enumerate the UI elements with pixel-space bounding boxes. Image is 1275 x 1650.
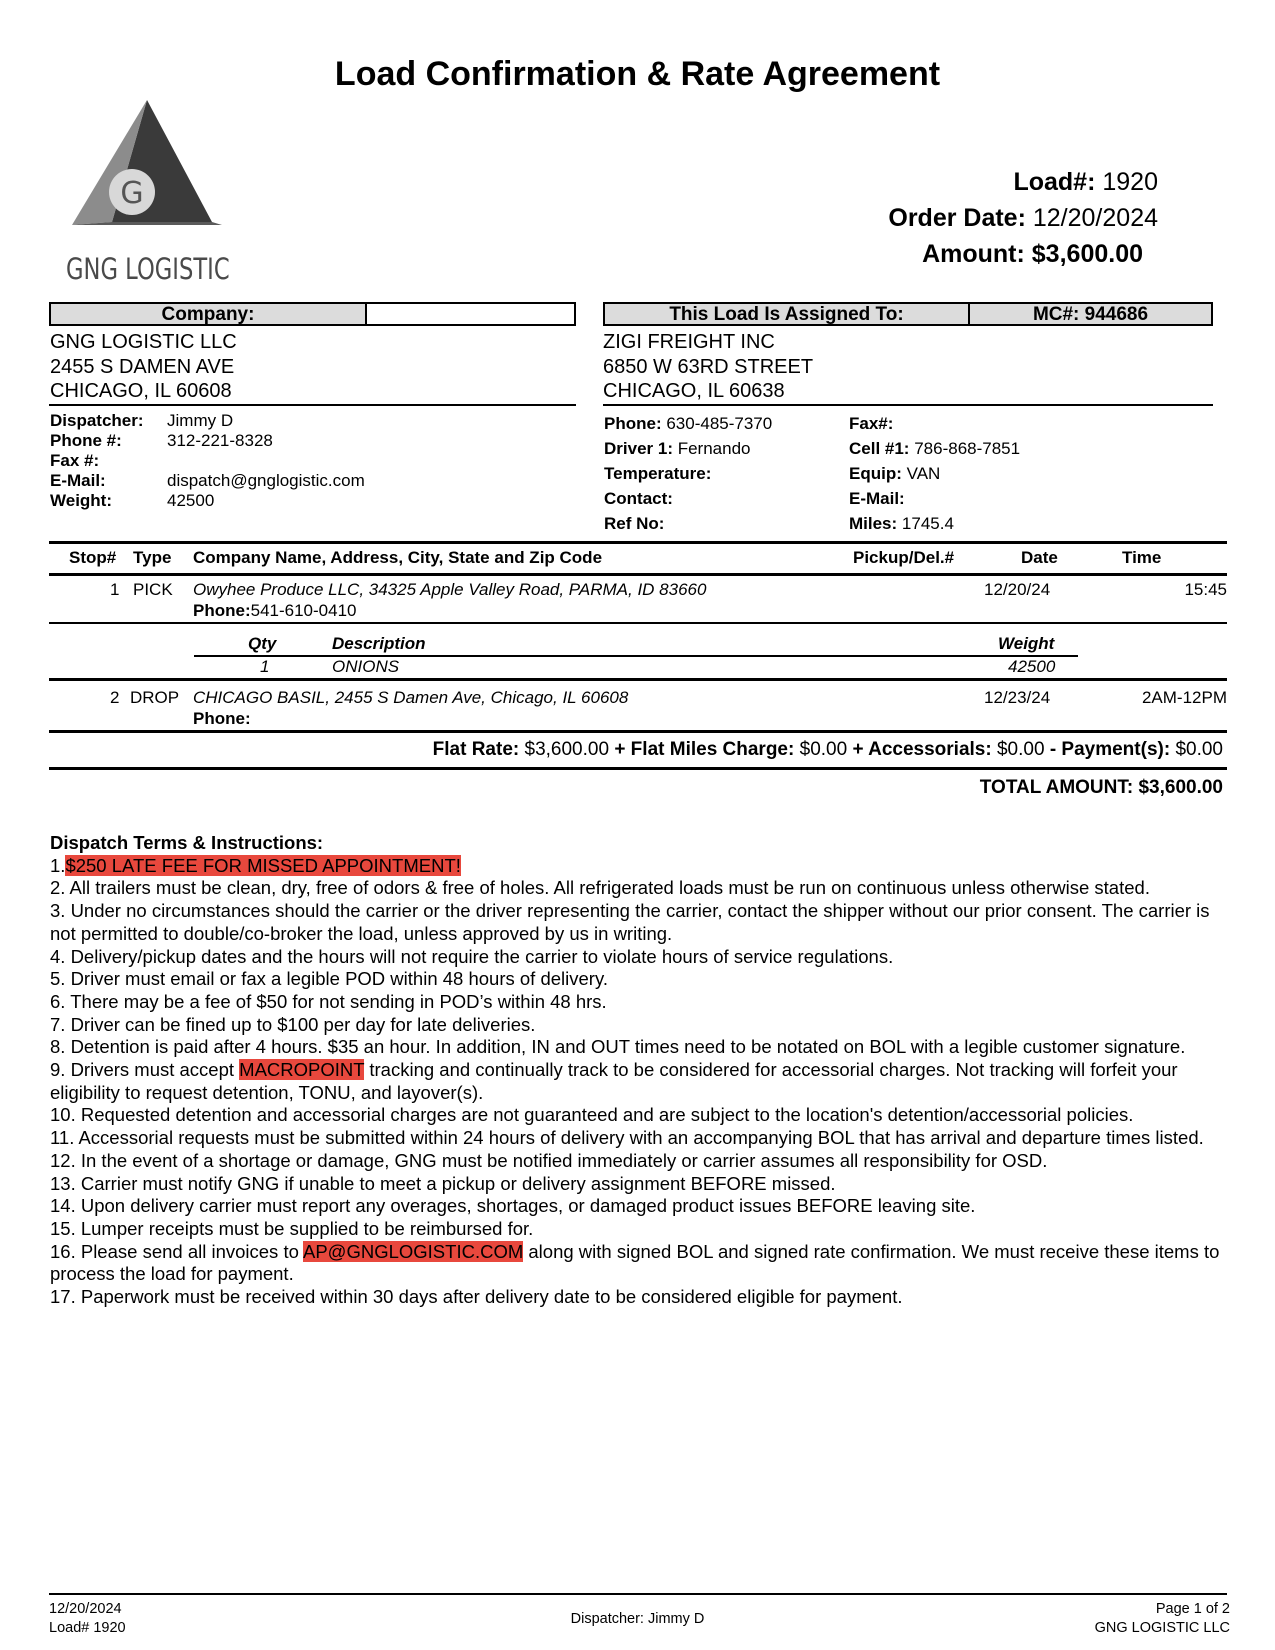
term-1: 1.$250 LATE FEE FOR MISSED APPOINTMENT! [50, 854, 461, 876]
stop-1-type: PICK [133, 580, 173, 599]
term-10: 10. Requested detention and accessorial charges are not guaranteed and are subject to the location's detention/accessorial policies. [50, 1104, 1134, 1126]
col-address: Company Name, Address, City, State and Zip Code [193, 548, 603, 567]
company-address: GNG LOGISTIC LLC 2455 S DAMEN AVE CHICAGO, IL 60608 [50, 331, 237, 402]
company-fields: Dispatcher: Phone #: Fax #: E-Mail: Weight: [50, 411, 144, 510]
term-16: 16. Please send all invoices to AP@GNGLOGISTIC.COM along with signed BOL and signed rate confirmation. We must receive these items to process the load for payment. [50, 1240, 1220, 1285]
company-logo [72, 100, 222, 240]
stop-2-phone: Phone: [193, 709, 251, 728]
stop-2-date: 12/23/24 [984, 688, 1051, 707]
term-12: 12. In the event of a shortage or damage, GNG must be notified immediately or carrier assumes all responsibility for OSD. [50, 1149, 1048, 1171]
macropoint-highlight: MACROPOINT [239, 1059, 365, 1081]
dispatch-terms [50, 832, 1230, 1309]
term-6: 6. There may be a fee of $50 for not sending in POD’s within 48 hrs. [50, 990, 607, 1012]
stop-2-time: 2AM-12PM [1141, 688, 1227, 707]
terms-heading: Dispatch Terms & Instructions: [50, 832, 324, 853]
stop-1-number: 1 [110, 580, 120, 599]
carrier-header-box: This Load Is Assigned To: MC#: 944686 [603, 302, 1213, 326]
footer-dispatcher: Dispatcher: Jimmy D [570, 1611, 705, 1627]
load-number: Load#: 1920 [1013, 168, 1158, 196]
company-name: GNG LOGISTIC LLC [50, 331, 237, 353]
total-amount: TOTAL AMOUNT: $3,600.00 [979, 777, 1223, 798]
footer-company: GNG LOGISTIC LLC [1094, 1620, 1230, 1636]
term-14: 14. Upon delivery carrier must report any overages, shortages, or damaged product issues BEFORE leaving site. [50, 1195, 976, 1217]
charges-line: Flat Rate: $3,600.00 + Flat Miles Charge: $0.00 + Accessorials: $0.00 - Payment(s): $0.00 [432, 739, 1223, 760]
carrier-fields-right: Fax#: Cell #1: 786-868-7851 Equip: VAN E-Mail: Miles: 1745.4 [849, 414, 1021, 533]
term-7: 7. Driver can be fined up to $100 per day for late deliveries. [50, 1013, 536, 1035]
late-fee-highlight: $250 LATE FEE FOR MISSED APPOINTMENT! [65, 854, 461, 876]
dispatch-email: dispatch@gnglogistic.com [167, 471, 365, 490]
item-description: ONIONS [332, 657, 400, 676]
stop-2-address: CHICAGO BASIL, 2455 S Damen Ave, Chicago, IL 60608 [193, 688, 629, 707]
term-3: 3. Under no circumstances should the carrier or the driver representing the carrier, contact the shipper without our prior consent. The carrier is not permitted to double/co-broker the load, unless approved by us in writing. [50, 900, 1210, 944]
company-values: Jimmy D 312-221-8328 dispatch@gnglogistic.com 42500 [167, 411, 365, 510]
term-15: 15. Lumper receipts must be supplied to be reimbursed for. [50, 1217, 534, 1239]
stop-1-phone: Phone:541-610-0410 [193, 601, 357, 620]
footer-right [1095, 1600, 1230, 1638]
col-date: Date [1021, 548, 1058, 567]
term-5: 5. Driver must email or fax a legible POD within 48 hours of delivery. [50, 968, 608, 990]
term-11: 11. Accessorial requests must be submitted within 24 hours of delivery with an accompanying BOL that has arrival and departure times listed. [50, 1127, 1204, 1149]
col-type: Type [133, 548, 172, 567]
stop-1-date: 12/20/24 [984, 580, 1051, 599]
col-stop: Stop# [69, 548, 117, 567]
items-col-qty: Qty [248, 634, 277, 653]
footer-page: Page 1 of 2 [1155, 1601, 1230, 1617]
term-9: 9. Drivers must accept MACROPOINT tracking and continually track to be considered for accessorial charges. Not tracking will forfeit your eligibility to request detention, TONU, and layover(s). [50, 1059, 1178, 1103]
col-pickup-del: Pickup/Del.# [853, 548, 955, 567]
amount: Amount: $3,600.00 [922, 240, 1143, 268]
stop-2-number: 2 [110, 688, 120, 707]
footer-date: 12/20/2024 [49, 1601, 122, 1617]
carrier-address: ZIGI FREIGHT INC 6850 W 63RD STREET CHICAGO, IL 60638 [603, 331, 814, 402]
company-header-box: Company: [49, 302, 576, 326]
stop-1-address: Owyhee Produce LLC, 34325 Apple Valley Road, PARMA, ID 83660 [193, 580, 707, 599]
item-qty: 1 [260, 657, 270, 676]
page-title: Load Confirmation & Rate Agreement [334, 55, 941, 93]
item-weight: 42500 [1008, 657, 1056, 676]
carrier-name: ZIGI FREIGHT INC [603, 331, 775, 353]
col-time: Time [1122, 548, 1162, 567]
term-13: 13. Carrier must notify GNG if unable to meet a pickup or delivery assignment BEFORE missed. [50, 1172, 836, 1194]
term-4: 4. Delivery/pickup dates and the hours will not require the carrier to violate hours of service regulations. [50, 945, 894, 967]
term-17: 17. Paperwork must be received within 30 days after delivery date to be considered eligible for payment. [50, 1286, 903, 1308]
carrier-fields-left: Phone: 630-485-7370 Driver 1: Fernando Temperature: Contact: Ref No: [604, 414, 773, 533]
invoice-email-highlight: AP@GNGLOGISTIC.COM [303, 1240, 524, 1262]
term-2: 2. All trailers must be clean, dry, free of odors & free of holes. All refrigerated loads must be run on continuous unless otherwise stated. [50, 877, 1150, 899]
footer-load: Load# 1920 [49, 1620, 126, 1636]
items-col-weight: Weight [998, 634, 1055, 653]
stop-1-time: 15:45 [1184, 580, 1227, 599]
stop-2-type: DROP [130, 688, 180, 707]
term-8: 8. Detention is paid after 4 hours. $35 an hour. In addition, IN and OUT times need to be notated on BOL with a legible customer signature. [50, 1036, 1186, 1058]
items-col-description: Description [332, 634, 426, 653]
order-date: Order Date: 12/20/2024 [888, 204, 1158, 232]
logo-wordmark: GNG LOGISTIC [66, 252, 230, 286]
svg-text:G: G [120, 176, 144, 211]
